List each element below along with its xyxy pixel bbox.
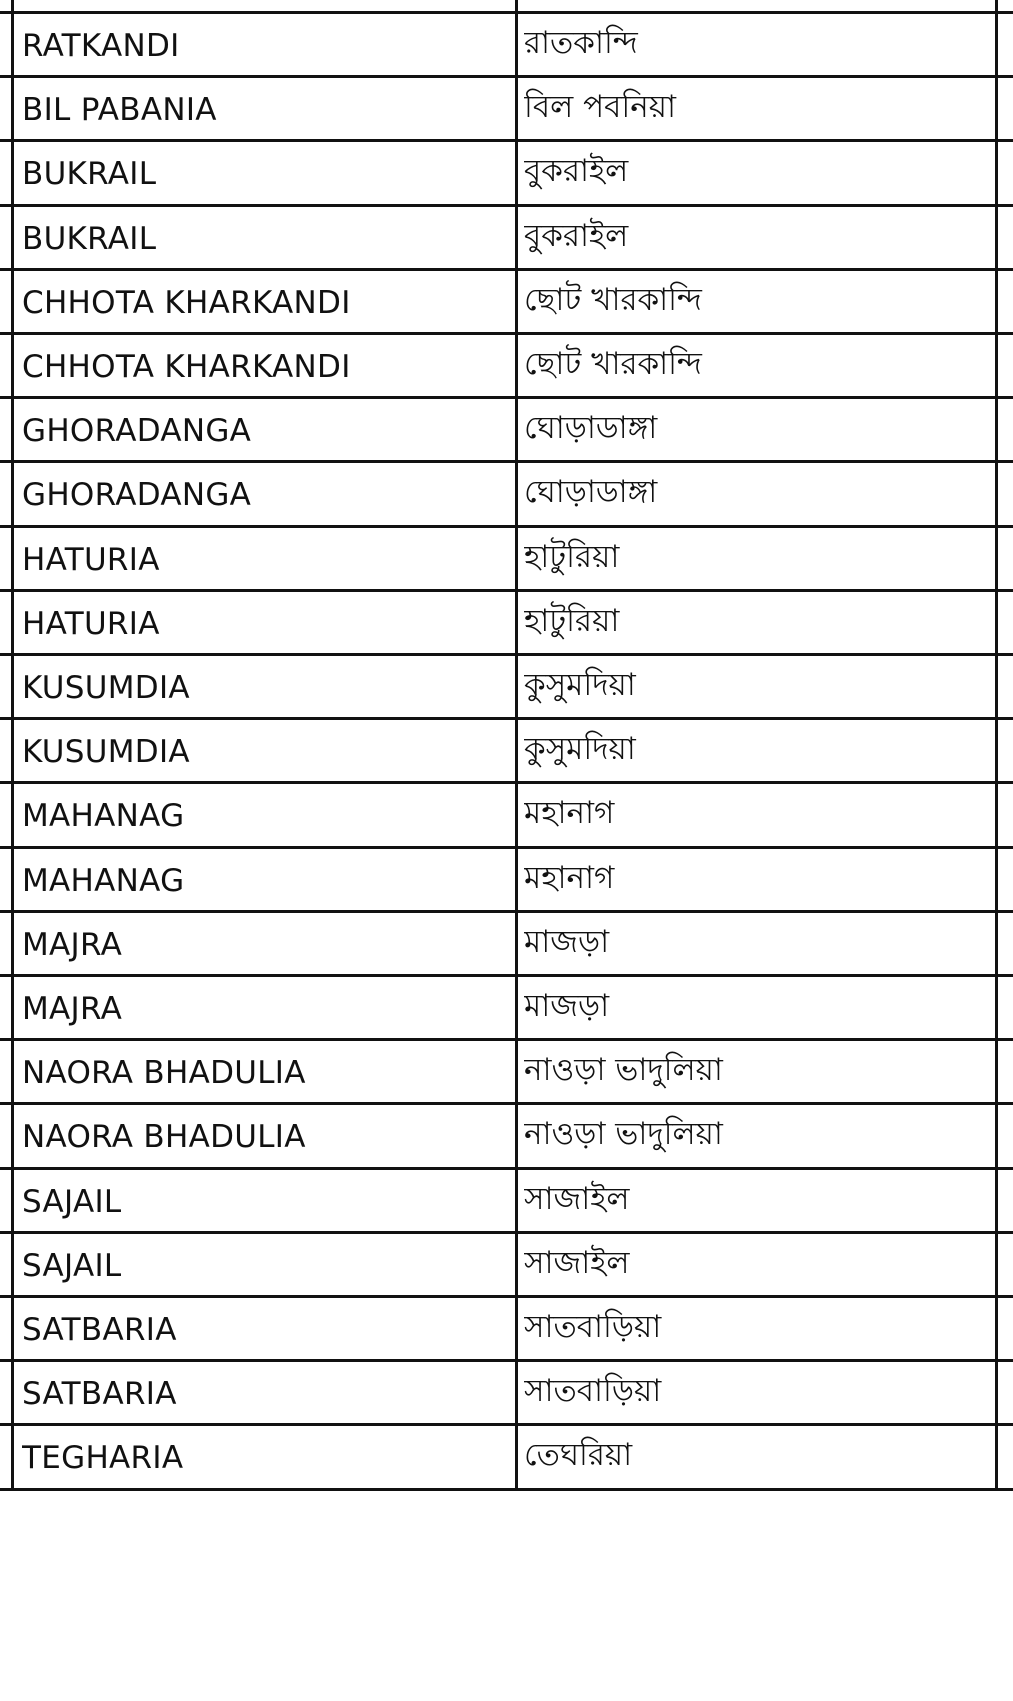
bengali-village-name: মাজড়া — [524, 924, 610, 960]
bengali-village-name: সাতবাড়িয়া — [524, 1309, 662, 1345]
bengali-village-name: বিল পবনিয়া — [524, 89, 676, 125]
english-village-name: GHORADANGA — [22, 413, 252, 449]
bengali-village-name: রাতকান্দি — [524, 25, 638, 61]
column-divider — [515, 0, 518, 1491]
english-village-name: MAJRA — [22, 927, 123, 963]
english-village-name: SATBARIA — [22, 1376, 177, 1412]
bengali-village-name: তেঘরিয়া — [524, 1437, 633, 1473]
bengali-village-name: ছোট খারকান্দি — [524, 346, 702, 382]
table-border — [11, 0, 14, 1491]
english-village-name: BUKRAIL — [22, 156, 157, 192]
bengali-village-name: কুসুমদিয়া — [524, 731, 636, 767]
english-village-name: SAJAIL — [22, 1248, 122, 1284]
bengali-village-name: হাটুরিয়া — [524, 539, 620, 575]
bengali-village-name: মাজড়া — [524, 988, 610, 1024]
english-village-name: RATKANDI — [22, 28, 180, 64]
english-village-name: BUKRAIL — [22, 221, 157, 257]
bengali-village-name: মহানাগ — [524, 795, 615, 831]
bengali-village-name: ঘোড়াডাঙ্গা — [524, 474, 658, 510]
english-village-name: HATURIA — [22, 606, 160, 642]
bengali-village-name: সাতবাড়িয়া — [524, 1373, 662, 1409]
english-village-name: CHHOTA KHARKANDI — [22, 285, 351, 321]
bengali-village-name: ঘোড়াডাঙ্গা — [524, 410, 658, 446]
bengali-village-name: ছোট খারকান্দি — [524, 282, 702, 318]
bengali-village-name: বুকরাইল — [524, 153, 629, 189]
english-village-name: NAORA BHADULIA — [22, 1119, 306, 1155]
english-village-name: HATURIA — [22, 542, 160, 578]
bengali-village-name: নাওড়া ভাদুলিয়া — [524, 1052, 723, 1088]
english-village-name: KUSUMDIA — [22, 734, 190, 770]
english-village-name: TEGHARIA — [22, 1440, 184, 1476]
english-village-name: SAJAIL — [22, 1184, 122, 1220]
bengali-village-name: মহানাগ — [524, 860, 615, 896]
english-village-name: CHHOTA KHARKANDI — [22, 349, 351, 385]
english-village-name: SATBARIA — [22, 1312, 177, 1348]
bengali-village-name: হাটুরিয়া — [524, 603, 620, 639]
english-village-name: KUSUMDIA — [22, 670, 190, 706]
english-village-name: MAHANAG — [22, 798, 185, 834]
english-village-name: BIL PABANIA — [22, 92, 217, 128]
bengali-village-name: বুকরাইল — [524, 218, 629, 254]
bengali-village-name: সাজাইল — [524, 1181, 630, 1217]
english-village-name: GHORADANGA — [22, 477, 252, 513]
english-village-name: MAHANAG — [22, 863, 185, 899]
bengali-village-name: সাজাইল — [524, 1245, 630, 1281]
bengali-village-name: কুসুমদিয়া — [524, 667, 636, 703]
english-village-name: NAORA BHADULIA — [22, 1055, 306, 1091]
table-border — [995, 0, 998, 1491]
english-village-name: MAJRA — [22, 991, 123, 1027]
bengali-village-name: নাওড়া ভাদুলিয়া — [524, 1116, 723, 1152]
